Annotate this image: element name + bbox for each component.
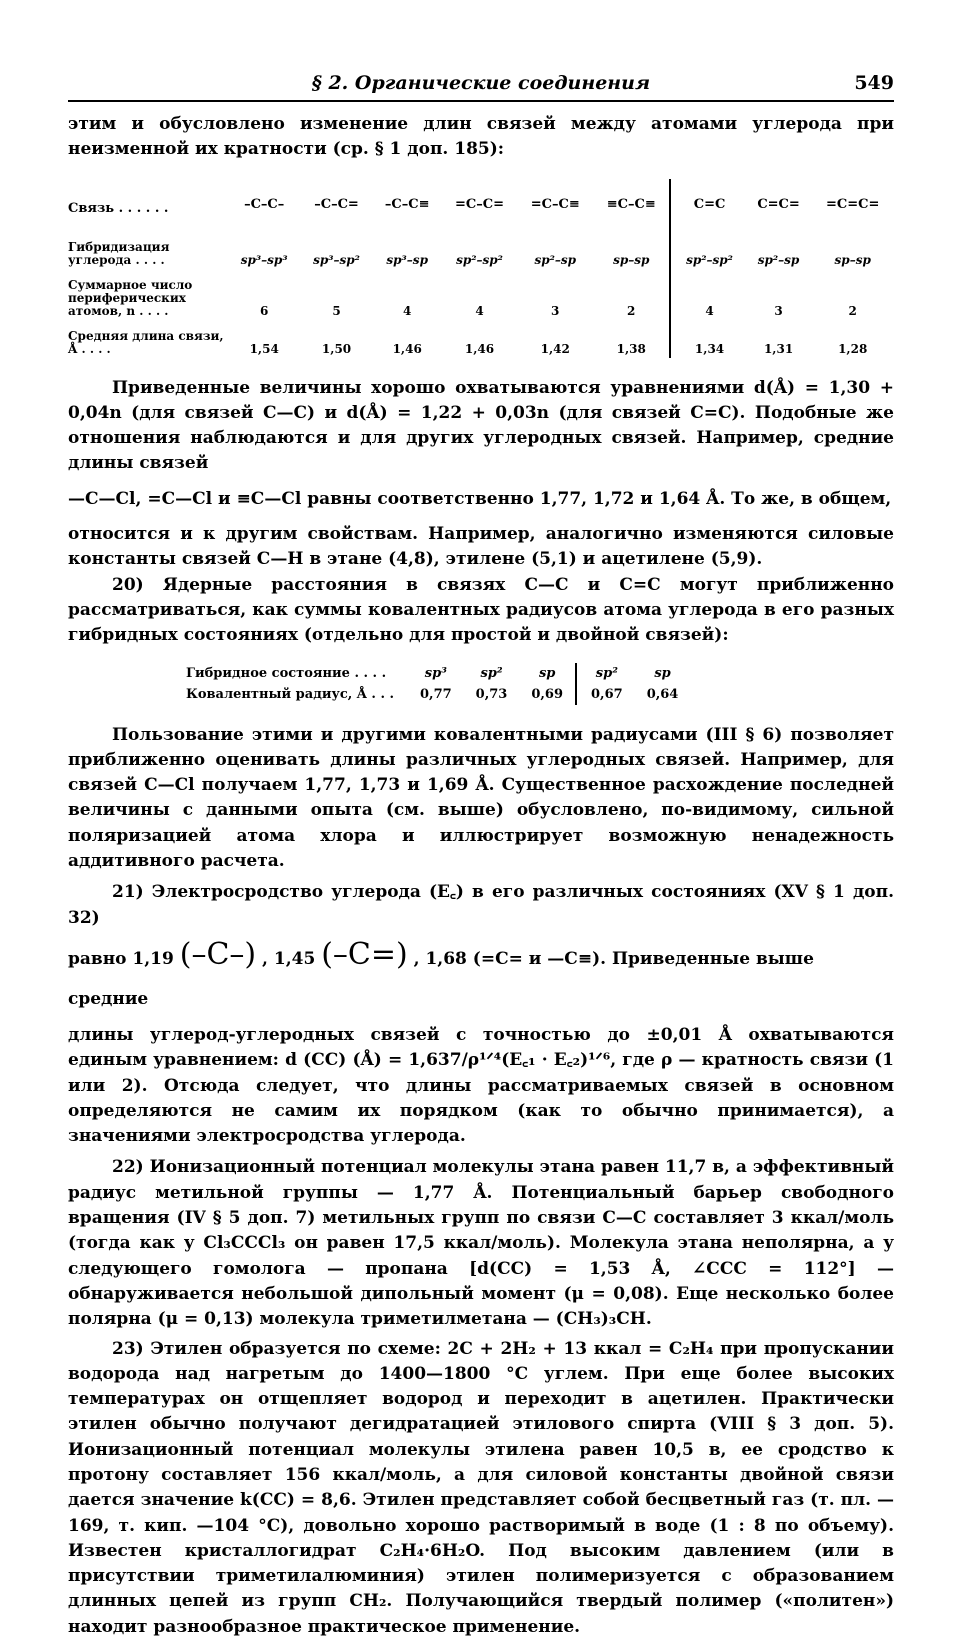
atoms-cell: 3 xyxy=(746,269,812,320)
row-label: Средняя длина связи, Å . . . . xyxy=(68,320,228,358)
bond-cell: –C–C≡ xyxy=(373,179,442,231)
length-cell: 1,38 xyxy=(593,320,670,358)
bond-cell: –C–C= xyxy=(300,179,372,231)
atoms-cell: 4 xyxy=(673,269,745,320)
atoms-cell: 3 xyxy=(517,269,593,320)
state-cell: sp² xyxy=(464,663,520,684)
chloride-formula-line: —C—Cl, =C—Cl и ≡C—Cl равны соответственно 1,77, 1,72 и 1,64 Å. То же, в общем, xyxy=(68,487,894,512)
hybrid-cell: sp³–sp xyxy=(373,231,442,269)
structure-paren-1: (–C–) xyxy=(180,937,256,972)
hybrid-cell: sp²–sp² xyxy=(442,231,518,269)
hybrid-cell: sp²–sp xyxy=(746,231,812,269)
paragraph-21: 21) Электросродство углерода (E꜀) в его различных состояниях (XV § 1 доп. 32) xyxy=(68,880,894,931)
electroaffinity-equation xyxy=(68,935,894,1019)
bond-length-table xyxy=(68,179,894,358)
state-cell: sp xyxy=(519,663,576,684)
radius-cell: 0,73 xyxy=(464,684,520,705)
radius-row xyxy=(186,684,690,705)
row-label: Гибридизация углерода . . . . xyxy=(68,231,228,269)
paragraph-lengths: Приведенные величины хорошо охватываются уравнениями d(Å) = 1,30 + 0,04n (для связей C—C) и d(Å) = 1,22 + 0,03n (для связей C=C). Подобные же отношения наблюдаются и для других углеродных связей. Например, средние длины связей xyxy=(68,376,894,477)
radius-cell: 0,64 xyxy=(635,684,691,705)
bond-cell: ≡C–C≡ xyxy=(593,179,670,231)
bond-cell: =C–C= xyxy=(442,179,518,231)
paragraph-20: 20) Ядерные расстояния в связях C—C и C=C могут приближенно рассматриваться, как суммы ковалентных радиусов атома углерода в его разных гибридных состояниях (отдельно для простой и двойной связей): xyxy=(68,573,894,649)
atoms-cell: 2 xyxy=(811,269,894,320)
structure-paren-2: (–C=) xyxy=(321,937,408,972)
row-label: Суммарное число периферических атомов, n . . . . xyxy=(68,269,228,320)
length-row xyxy=(68,320,894,358)
atoms-cell: 4 xyxy=(373,269,442,320)
row-label: Гибридное состояние . . . . xyxy=(186,663,408,684)
eq-part: , 1,45 xyxy=(262,949,315,969)
paragraph-23: 23) Этилен образуется по схеме: 2C + 2H₂ + 13 ккал = C₂H₄ при пропускании водорода над нагретым до 1400—1800 °C углем. При еще более высоких температурах он отщепляет водород и переходит в ацетилен. Практически этилен обычно получают дегидратацией этилового спирта (VIII § 3 доп. 5). Ионизационный потенциал молекулы этилена равен 10,5 в, ее сродство к протону составляет 156 ккал/моль, а для силовой константы двойной связи дается значение k(CC) = 8,6. Этилен представляет собой бесцветный газ (т. пл. —169, т. кип. —104 °C), довольно хорошо растворимый в воде (1 : 8 по объему). Известен кристаллогидрат C₂H₄·6H₂O. Под высоким давлением (или в присутствии триметилалюминия) этилен полимеризуется с образованием длинных цепей из групп CH₂. Получающийся твердый полимер («политен») находит разнообразное практическое применение. xyxy=(68,1337,894,1640)
state-cell: sp³ xyxy=(408,663,464,684)
hybrid-cell: sp–sp xyxy=(811,231,894,269)
row-label: Связь . . . . . . xyxy=(68,179,228,231)
atoms-cell: 6 xyxy=(228,269,300,320)
covalent-radius-table xyxy=(186,663,690,705)
length-cell: 1,28 xyxy=(811,320,894,358)
radius-cell: 0,77 xyxy=(408,684,464,705)
bond-cell: –C–C– xyxy=(228,179,300,231)
state-cell: sp xyxy=(635,663,691,684)
atoms-cell: 4 xyxy=(442,269,518,320)
bond-cell: =C–C≡ xyxy=(517,179,593,231)
length-cell: 1,54 xyxy=(228,320,300,358)
radius-cell: 0,69 xyxy=(519,684,576,705)
row-label: Ковалентный радиус, Å . . . xyxy=(186,684,408,705)
atoms-row xyxy=(68,269,894,320)
length-cell: 1,42 xyxy=(517,320,593,358)
eq-part: равно 1,19 xyxy=(68,949,174,969)
running-header xyxy=(68,60,894,102)
length-cell: 1,50 xyxy=(300,320,372,358)
paragraph-22: 22) Ионизационный потенциал молекулы этана равен 11,7 в, а эффективный радиус метильной группы — 1,77 Å. Потенциальный барьер свободного вращения (IV § 5 доп. 7) метильных групп по связи C—C составляет 3 ккал/моль (тогда как у Cl₃CCCl₃ он равен 17,5 ккал/моль). Молекула этана неполярна, а у следующего гомолога — пропана [d(CC) = 1,53 Å, ∠CCC = 112°] — обнаруживается небольшой дипольный момент (μ = 0,08). Еще несколько более полярна (μ = 0,13) молекула триметилметана — (CH₃)₃CH. xyxy=(68,1155,894,1332)
page-number: 549 xyxy=(854,72,894,94)
state-row xyxy=(186,663,690,684)
length-cell: 1,46 xyxy=(442,320,518,358)
intro-paragraph: этим и обусловлено изменение длин связей между атомами углерода при неизменной их кратности (ср. § 1 доп. 185): xyxy=(68,112,894,163)
state-cell: sp² xyxy=(579,663,635,684)
section-title: § 2. Органические соединения xyxy=(68,72,894,94)
length-cell: 1,46 xyxy=(373,320,442,358)
hybrid-cell: sp³–sp² xyxy=(300,231,372,269)
paragraph-properties: относится и к другим свойствам. Например, аналогично изменяются силовые константы связей C—H в этане (4,8), этилене (5,1) и ацетилене (5,9). xyxy=(68,522,894,573)
hybrid-cell: sp³–sp³ xyxy=(228,231,300,269)
length-cell: 1,31 xyxy=(746,320,812,358)
book-page xyxy=(68,60,894,1640)
atoms-cell: 2 xyxy=(593,269,670,320)
length-cell: 1,34 xyxy=(673,320,745,358)
eq-part: , 1,68 (=C= и —C≡). Приведенные выше средние xyxy=(68,949,814,1009)
bond-cell: =C=C= xyxy=(811,179,894,231)
hybrid-cell: sp–sp xyxy=(593,231,670,269)
radius-cell: 0,67 xyxy=(579,684,635,705)
hybridization-row xyxy=(68,231,894,269)
hybrid-cell: sp²–sp xyxy=(517,231,593,269)
hybrid-cell: sp²–sp² xyxy=(673,231,745,269)
paragraph-radii-usage: Пользование этими и другими ковалентными радиусами (III § 6) позволяет приближенно оценивать длины различных углеродных связей. Например, для связей C—Cl получаем 1,77, 1,73 и 1,69 Å. Существенное расхождение последней величины с данными опыта (см. выше) обусловлено, по-видимому, сильной поляризацией атома хлора и иллюстрирует возможную ненадежность аддитивного расчета. xyxy=(68,723,894,875)
atoms-cell: 5 xyxy=(300,269,372,320)
bond-cell: C=C= xyxy=(746,179,812,231)
paragraph-21-cont: длины углерод-углеродных связей с точностью до ±0,01 Å охватываются единым уравнением: d (CC) (Å) = 1,637/ρ¹ᐟ⁴(E꜀₁ · E꜀₂)¹ᐟ⁶, где ρ — кратность связи (1 или 2). Отсюда следует, что длины рассматриваемых связей в основном определяются не самим их порядком (как то обычно принимается), а значениями электросродства углерода. xyxy=(68,1023,894,1149)
bond-cell: C=C xyxy=(673,179,745,231)
bond-row xyxy=(68,179,894,231)
